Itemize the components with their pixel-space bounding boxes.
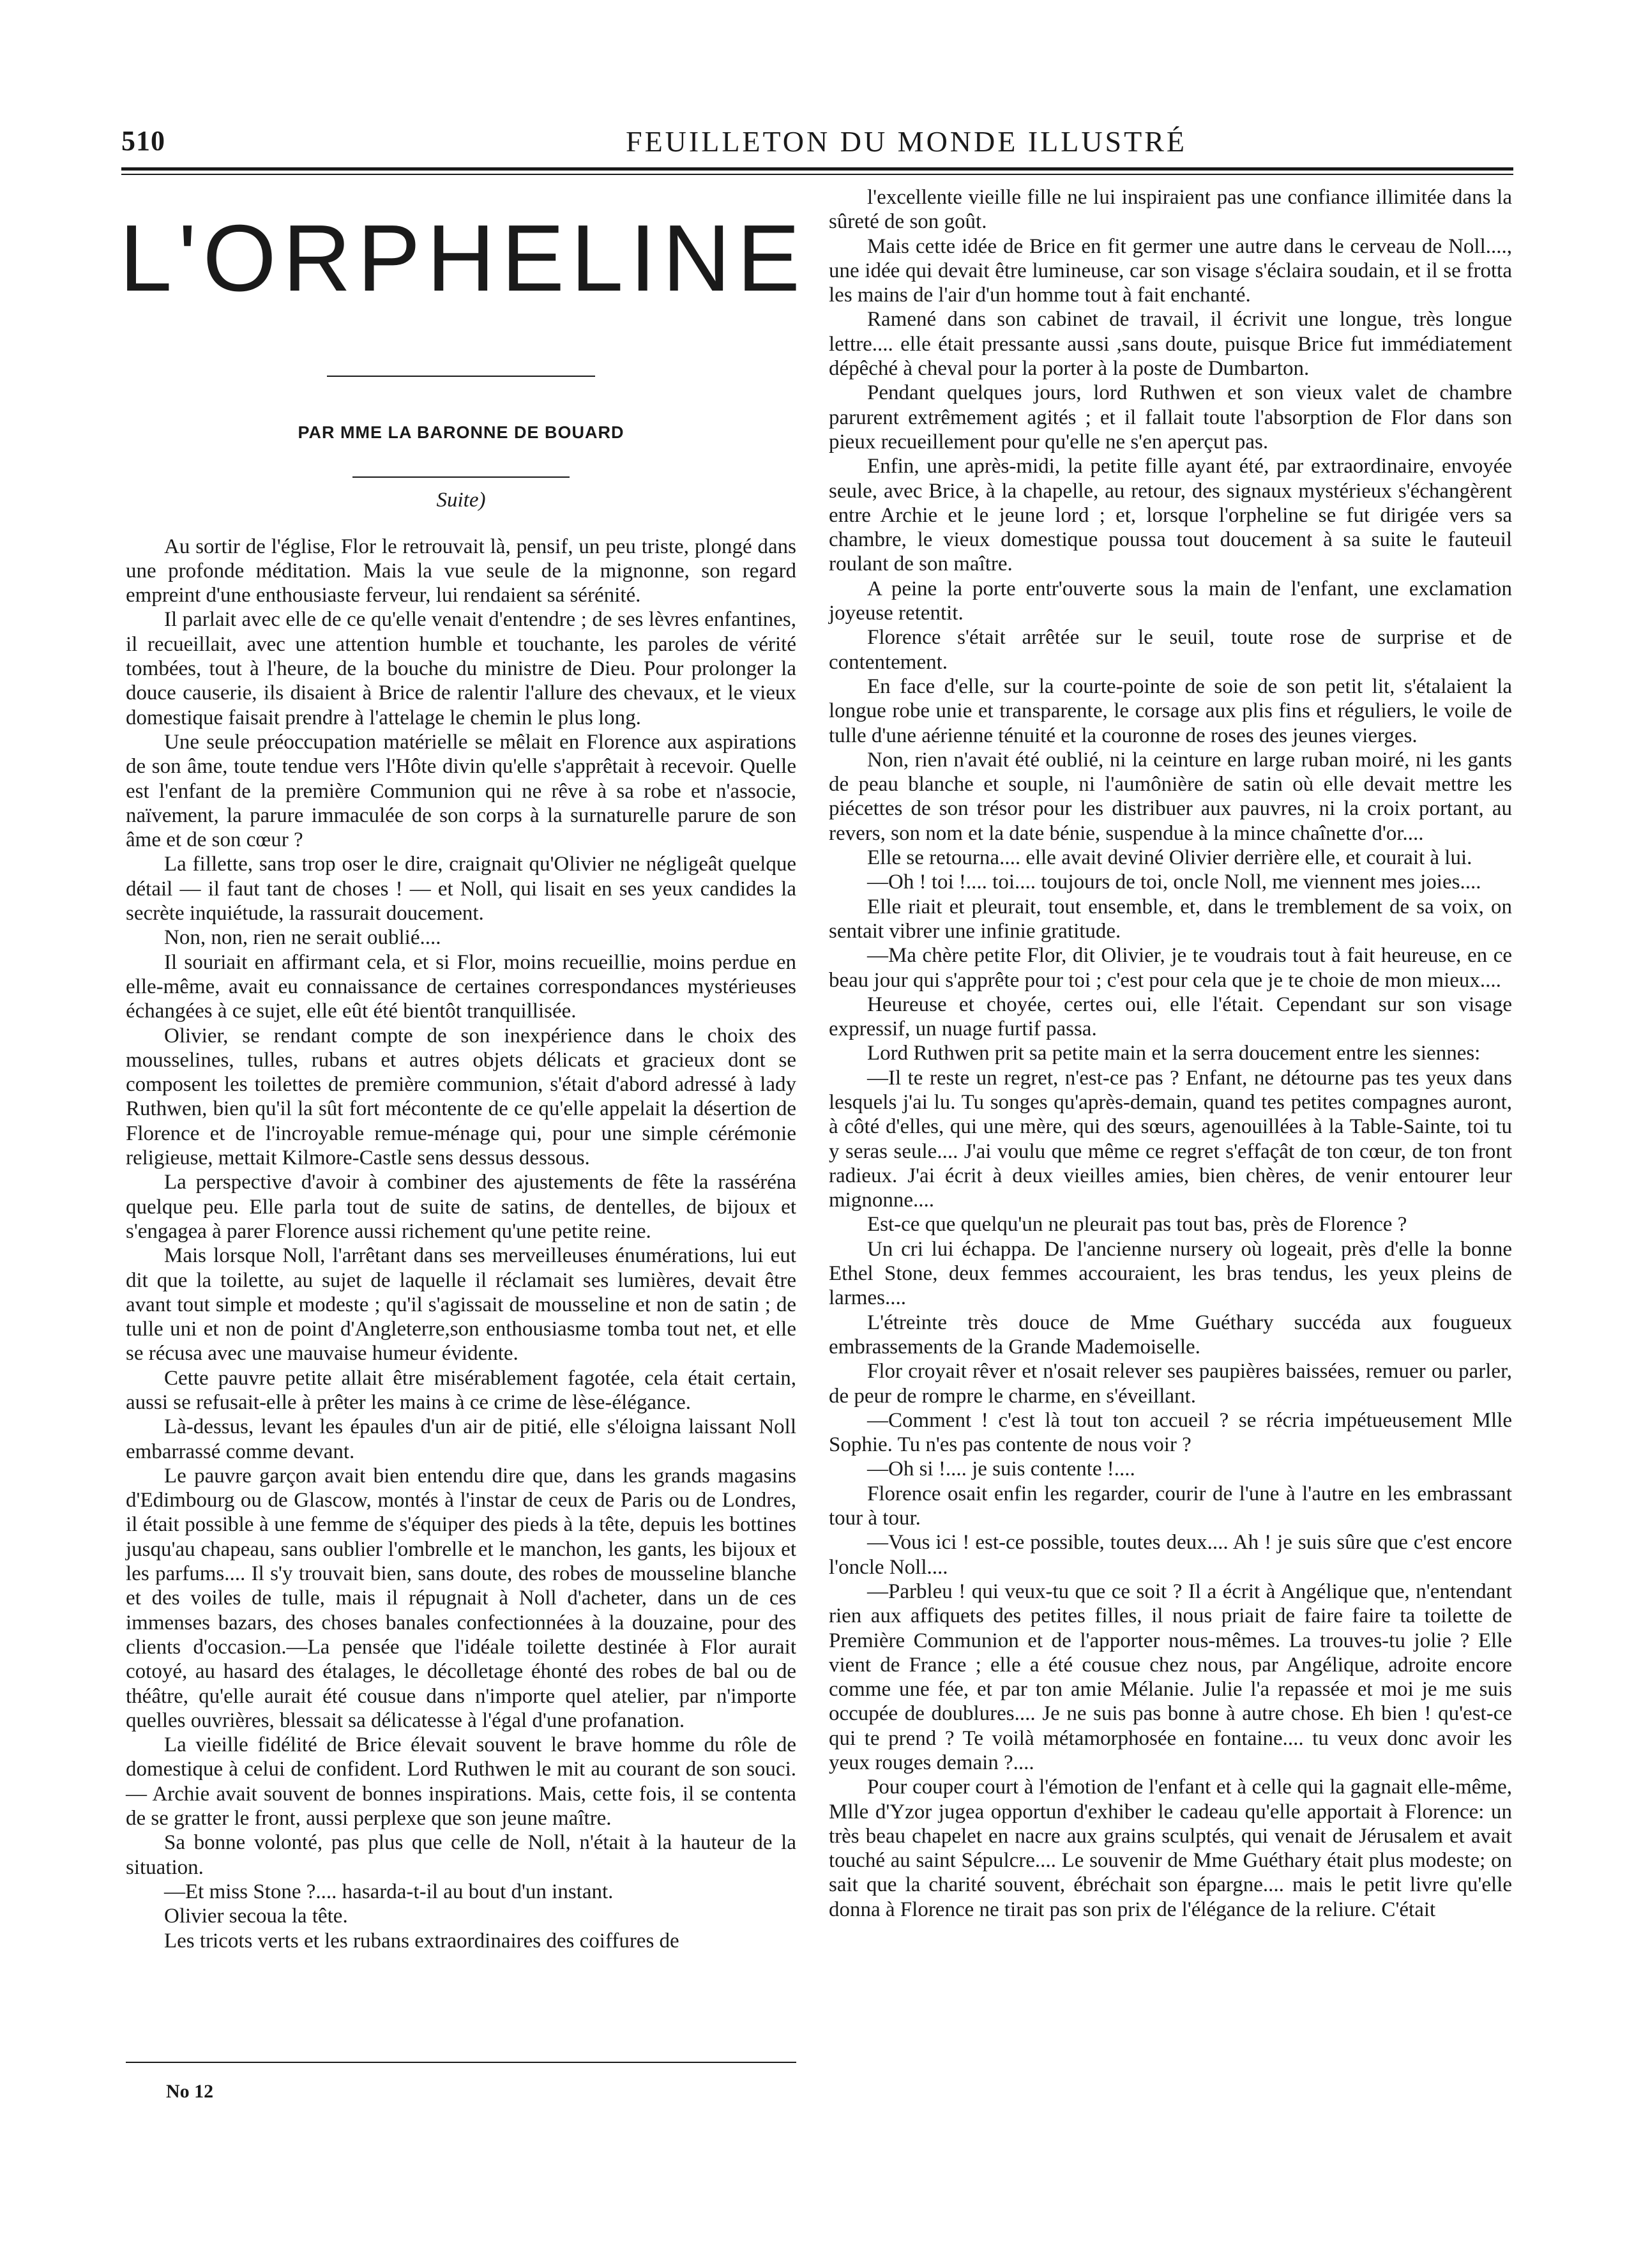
paragraph: Non, rien n'avait été oublié, ni la ceinture en large ruban moiré, ni les gants de peau blanche et souple, ni l'aumônière de satin où elle devait mettre les piécettes de son trésor pour les distribuer aux pauvres, ni la croix portant, au revers, son nom et la date bénie, suspendue à la mince chaînette d'or....: [829, 748, 1512, 845]
right-column: [829, 185, 1512, 1922]
paragraph: Heureuse et choyée, certes oui, elle l'était. Cependant sur son visage expressif, un nuage furtif passa.: [829, 993, 1512, 1041]
paragraph: Cette pauvre petite allait être misérablement fagotée, cela était certain, aussi se refusait-elle à prêter les mains à ce crime de lèse-élégance.: [126, 1366, 796, 1414]
paragraph: Olivier, se rendant compte de son inexpérience dans le choix des mousselines, tulles, rubans et autres objets délicats et gracieux dont se composent les toilettes de première communion, s'était d'abord adressé à lady Ruthwen, bien qu'il la sût fort mécontente de ce qu'elle appelait la désertion de Florence et de l'incroyable remue-ménage qui, pour une simple cérémonie religieuse, mettait Kilmore-Castle sens dessus dessous.: [126, 1024, 796, 1170]
paragraph: Elle riait et pleurait, tout ensemble, et, dans le tremblement de sa voix, on sentait vibrer une infinie gratitude.: [829, 895, 1512, 943]
paragraph: Il souriait en affirmant cela, et si Flor, moins recueillie, moins perdue en elle-même, avait eu connaissance de certaines correspondances mystérieuses échangées à ce sujet, elle eût été bientôt tranquillisée.: [126, 950, 796, 1023]
footer-rule: [126, 2062, 796, 2063]
paragraph: Elle se retourna.... elle avait deviné Olivier derrière elle, et courait à lui.: [867, 846, 1472, 870]
paragraph: Olivier secoua la tête.: [164, 1905, 348, 1928]
page-number: 510: [121, 125, 165, 156]
paragraph: Le pauvre garçon avait bien entendu dire que, dans les grands magasins d'Edimbourg ou de Glascow, montés à l'instar de ceux de Paris ou de Londres, il était possible à une femme de s'équiper des pieds à la tête, depuis les bottines jusqu'au chapeau, sans oublier l'ombrelle et le manchon, les gants, les bijoux et les parfums.... Il s'y trouvait bien, sans doute, des robes de mousseline blanche et des voiles de tulle, mais il répugnait à Noll d'acheter, dans un de ces immenses bazars, des choses banales confectionnées à la douzaine, pour des clients d'occasion.—La pensée que l'idéale toilette destinée à Flor aurait cotoyé, au hasard des étalages, le décolletage éhonté des robes de bal ou de théâtre, qu'elle aurait été cousue dans n'importe quel atelier, par n'importe quelles ouvrières, blessait sa délicatesse à l'égal d'une profanation.: [126, 1464, 796, 1732]
paragraph: Une seule préoccupation matérielle se mêlait en Florence aux aspirations de son âme, toute tendue vers l'Hôte divin qu'elle s'apprêtait à recevoir. Quelle est l'enfant de la première Communion qui ne rêve à sa robe et n'associe, naïvement, la parure immaculée de son corps à la surnaturelle parure de son âme et de son cœur ?: [126, 730, 796, 852]
author-byline: PAR MME LA BARONNE DE BOUARD: [298, 423, 624, 442]
paragraph: Un cri lui échappa. De l'ancienne nursery où logeait, près d'elle la bonne Ethel Stone, deux femmes accouraient, les bras tendus, les yeux pleins de larmes....: [829, 1237, 1512, 1310]
paragraph: Sa bonne volonté, pas plus que celle de Noll, n'était à la hauteur de la situation.: [126, 1831, 796, 1879]
paragraph: La fillette, sans trop oser le dire, craignait qu'Olivier ne négligeât quelque détail — il faut tant de choses ! — et Noll, qui lisait en ses yeux candides la secrète inquiétude, la rassurait doucement.: [126, 853, 796, 925]
paragraph: Ramené dans son cabinet de travail, il écrivit une longue, très longue lettre.... elle était pressante aussi ,sans doute, puisque Brice fut immédiatement dépêché à cheval pour la porter à la poste de Dumbarton.: [829, 308, 1512, 381]
paragraph: Florence osait enfin les regarder, courir de l'une à l'autre en les embrassant tour à tour.: [829, 1482, 1512, 1530]
paragraph: En face d'elle, sur la courte-pointe de soie de son petit lit, s'étalaient la longue robe unie et transparente, le corsage aux plis fins et réguliers, le voile de tulle d'une aérienne ténuité et la couronne de roses des jeunes vierges.: [829, 674, 1512, 747]
paragraph: —Il te reste un regret, n'est-ce pas ? Enfant, ne détourne pas tes yeux dans lesquels j'ai lu. Tu songes qu'après-demain, quand tes petites compagnes auront, à côté d'elles, qui une mère, qui des sœurs, agenouillées à la Table-Sainte, toi tu y seras seule.... J'ai voulu que même ce regret s'effaçât de ton cœur, de ton front radieux. J'ai écrit à deux vieilles amies, bien chères, de venir entourer leur mignonne....: [829, 1066, 1512, 1212]
paragraph: —Ma chère petite Flor, dit Olivier, je te voudrais tout à fait heureuse, en ce beau jour qui s'apprête pour toi ; c'est pour cela que je te choie de mon mieux....: [829, 944, 1512, 992]
paragraph: La perspective d'avoir à combiner des ajustements de fête la rassérénа quelque peu. Elle parla tout de suite de satins, de dentelles, de bijoux et s'engagea à parer Florence aussi richement qu'une petite reine.: [126, 1171, 796, 1243]
paragraph: Flor croyait rêver et n'osait relever ses paupières baissées, remuer ou parler, de peur de rompre le charme, en s'éveillant.: [829, 1360, 1512, 1408]
paragraph: Florence s'était arrêtée sur le seuil, toute rose de surprise et de contentement.: [829, 626, 1512, 674]
paragraph: Pour couper court à l'émotion de l'enfant et à celle qui la gagnait elle-même, Mlle d'Yzor jugea opportun d'exhiber le cadeau qu'elle apportait à Florence: un très beau chapelet en nacre aux grains sculptés, qui venait de Jérusalem et avait touché au saint Sépulcre.... Le souvenir de Mme Guéthary était plus modeste; on sait que la charité souvent, ébréchait son épargne.... mais le petit livre qu'elle donna à Florence ne tirait pas son prix de l'élégance de la reliure. C'était: [829, 1776, 1512, 1921]
page-header: [121, 125, 1513, 169]
paragraph: —Oh si !.... je suis contente !....: [867, 1457, 1135, 1481]
paragraph: A peine la porte entr'ouverte sous la main de l'enfant, une exclamation joyeuse retentit.: [829, 577, 1512, 625]
story-title: L'ORPHELINE: [119, 206, 806, 311]
paragraph: Mais cette idée de Brice en fit germer une autre dans le cerveau de Noll...., une idée qui devait être lumineuse, car son visage s'éclaira soudain, et il se frotta les mains de l'air d'un homme tout à fait enchanté.: [829, 234, 1512, 307]
header-rule-thin: [121, 174, 1513, 175]
right-body: [829, 185, 1512, 1922]
paragraph: Mais lorsque Noll, l'arrêtant dans ses merveilleuses énumérations, lui eut dit que la toilette, au sujet de laquelle il réclamait ses lumières, devait être avant tout simple et modeste ; qu'il s'agissait de mousseline et non de satin ; de tulle uni et non de point d'Angleterre,son enthousiasme tomba tout net, et elle se récusa avec une mauvaise humeur évidente.: [126, 1244, 796, 1366]
suite-note: Suite): [436, 489, 486, 512]
paragraph: La vieille fidélité de Brice élevait souvent le brave homme du rôle de domestique à celui de confident. Lord Ruthwen le mit au courant de son souci.— Archie avait souvent de bonnes inspirations. Mais, cette fois, il se contenta de se gratter le front, aussi perplexe que son jeune maître.: [126, 1733, 796, 1830]
paragraph: Là-dessus, levant les épaules d'un air de pitié, elle s'éloigna laissant Noll embarrassé comme devant.: [126, 1415, 796, 1463]
paragraph: —Oh ! toi !.... toi.... toujours de toi, oncle Noll, me viennent mes joies....: [867, 871, 1481, 894]
paragraph: —Vous ici ! est-ce possible, toutes deux.... Ah ! je suis sûre que c'est encore l'oncle Noll....: [829, 1531, 1512, 1579]
paragraph: l'excellente vieille fille ne lui inspiraient pas une confiance illimitée dans la sûreté de son goût.: [829, 186, 1512, 234]
paragraph: L'étreinte très douce de Mme Guéthary succéda aux fougueux embrassements de la Grande Mademoiselle.: [829, 1311, 1512, 1359]
paragraph: —Et miss Stone ?.... hasarda-t-il au bout d'un instant.: [164, 1880, 614, 1903]
header-rule: [121, 167, 1513, 171]
running-title: FEUILLETON DU MONDE ILLUSTRÉ: [626, 125, 1188, 158]
paragraph: Non, non, rien ne serait oublié....: [164, 926, 441, 950]
paragraph: —Parbleu ! qui veux-tu que ce soit ? Il a écrit à Angélique que, n'entendant rien aux affiquets des petites filles, il nous priait de faire faire ta toilette de Première Communion et de l'apporter nous-mêmes. La trouves-tu jolie ? Elle vient de France ; elle a été cousue chez nous, par Angélique, adroite encore comme une fée, et par ton amie Mélanie. Julie l'a repassée et moi je me suis occupée de doublures.... Je ne suis pas bonne à autre chose. Eh bien ! qu'est-ce qui te prend ? Te voilà métamorphosée en fontaine.... tu veux donc avoir les yeux rouges demain ?....: [829, 1579, 1512, 1774]
left-column: [119, 185, 806, 1953]
paragraph: Lord Ruthwen prit sa petite main et la serra doucement entre les siennes:: [867, 1042, 1481, 1065]
paragraph: Au sortir de l'église, Flor le retrouvait là, pensif, un peu triste, plongé dans une profonde méditation. Mais la vue seule de la mignonne, son regard empreint d'une enthousiaste ferveur, lui rendaient sa sérénité.: [126, 535, 796, 607]
paragraph: Il parlait avec elle de ce qu'elle venait d'entendre ; de ses lèvres enfantines, il recueillait, avec une attention humble et touchante, les paroles de vérité tombées, tout à l'heure, de la bouche du ministre de Dieu. Pour prolonger la douce causerie, ils disaient à Brice de ralentir l'allure des chevaux, et le vieux domestique faisait prendre à l'attelage le chemin le plus long.: [126, 608, 796, 729]
paragraph: Enfin, une après-midi, la petite fille ayant été, par extraordinaire, envoyée seule, avec Brice, à la chapelle, au retour, des signaux mystérieux s'échangèrent entre Archie et le jeune lord ; et, lorsque l'orpheline se fut dirigée vers sa chambre, le vieux domestique poussa tout doucement à sa suite le fauteuil roulant de son maître.: [829, 455, 1512, 576]
left-body: [126, 535, 796, 1953]
issue-number: No 12: [166, 2081, 214, 2102]
paragraph: Pendant quelques jours, lord Ruthwen et son vieux valet de chambre parurent extrêmement agités ; et il fallait toute l'absorption de Flor dans son pieux recueillement pour qu'elle ne s'en aperçut pas.: [829, 381, 1512, 453]
paragraph: —Comment ! c'est là tout ton accueil ? se récria impétueusement Mlle Sophie. Tu n'es pas contente de nous voir ?: [829, 1408, 1512, 1457]
paragraph: Est-ce que quelqu'un ne pleurait pas tout bas, près de Florence ?: [867, 1213, 1407, 1237]
paragraph: Les tricots verts et les rubans extraordinaires des coiffures de: [164, 1929, 679, 1952]
